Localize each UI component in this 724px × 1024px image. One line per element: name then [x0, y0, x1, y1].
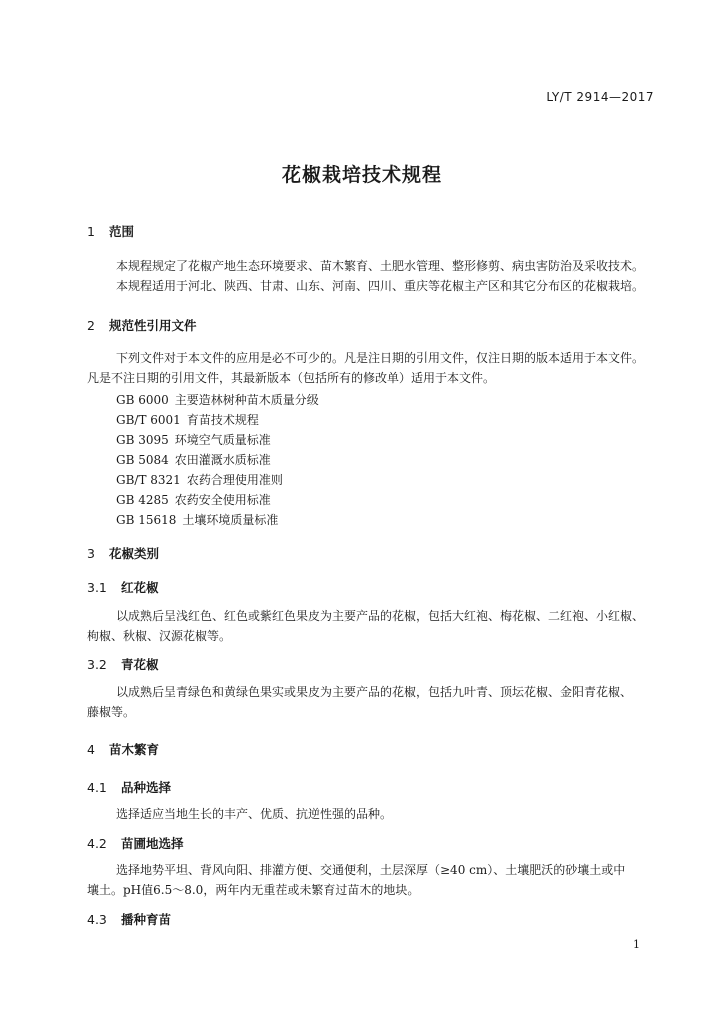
subsection-4-3-heading [87, 910, 171, 928]
reference-item [116, 511, 278, 528]
reference-code: GB/T 8321 [116, 473, 181, 487]
reference-code: GB 4285 [116, 493, 169, 507]
reference-name: 农药合理使用准则 [186, 473, 283, 487]
section-1-paragraph-1: 本规程规定了花椒产地生态环境要求、苗木繁育、土肥水管理、整形修剪、病虫害防治及采收技术。 [116, 259, 645, 273]
section-3-heading [87, 544, 159, 562]
subsection-4-2-heading [87, 834, 184, 852]
subsection-3-1-line-2: 枸椒、秋椒、汉源花椒等。 [87, 629, 232, 643]
subsection-number: 3.2 [87, 657, 107, 672]
subsection-4-2-line-2: 壤土。pH值6.5～8.0，两年内无重茬或未繁育过苗木的地块。 [87, 883, 420, 897]
subsection-title: 播种育苗 [121, 912, 172, 927]
section-title: 规范性引用文件 [109, 318, 197, 333]
subsection-number: 3.1 [87, 580, 107, 595]
subsection-4-2-line-1: 选择地势平坦、背风向阳、排灌方便、交通便利，土层深厚（≥40 cm）、土壤肥沃的砂壤土或中 [116, 863, 626, 877]
reference-item [116, 491, 271, 508]
section-number: 1 [87, 224, 95, 239]
reference-code: GB/T 6001 [116, 413, 181, 427]
reference-item [116, 411, 259, 428]
section-number: 3 [87, 546, 95, 561]
section-1-paragraph-2: 本规程适用于河北、陕西、甘肃、山东、河南、四川、重庆等花椒主产区和其它分布区的花椒栽培。 [116, 279, 645, 293]
subsection-title: 苗圃地选择 [121, 836, 184, 851]
reference-name: 农田灌溉水质标准 [174, 453, 271, 467]
section-2-heading [87, 316, 197, 334]
reference-name: 育苗技术规程 [186, 413, 259, 427]
reference-code: GB 5084 [116, 453, 169, 467]
reference-item [116, 451, 271, 468]
section-2-paragraph-line-1: 下列文件对于本文件的应用是必不可少的。凡是注日期的引用文件，仅注日期的版本适用于本文件。 [116, 351, 645, 365]
section-title: 范围 [109, 224, 135, 239]
subsection-4-1-line-1: 选择适应当地生长的丰产、优质、抗逆性强的品种。 [116, 807, 393, 821]
subsection-3-2-line-2: 藤椒等。 [87, 705, 136, 719]
section-1-heading [87, 222, 134, 240]
subsection-number: 4.3 [87, 912, 107, 927]
subsection-4-1-heading [87, 778, 171, 796]
section-number: 2 [87, 318, 95, 333]
section-title: 花椒类别 [109, 546, 160, 561]
reference-item [116, 431, 271, 448]
section-2-paragraph-line-2: 凡是不注日期的引用文件，其最新版本（包括所有的修改单）适用于本文件。 [87, 371, 496, 385]
reference-code: GB 6000 [116, 393, 169, 407]
subsection-3-2-line-1: 以成熟后呈青绿色和黄绿色果实或果皮为主要产品的花椒，包括九叶青、顶坛花椒、金阳青花椒、 [116, 685, 633, 699]
subsection-3-2-heading [87, 655, 159, 673]
reference-item [116, 391, 319, 408]
subsection-title: 红花椒 [121, 580, 159, 595]
reference-name: 土壤环境质量标准 [182, 513, 279, 527]
subsection-number: 4.2 [87, 836, 107, 851]
reference-code: GB 15618 [116, 513, 177, 527]
subsection-title: 品种选择 [121, 780, 172, 795]
reference-name: 农药安全使用标准 [174, 493, 271, 507]
document-title: 花椒栽培技术规程 [281, 164, 442, 186]
reference-name: 环境空气质量标准 [174, 433, 271, 447]
subsection-3-1-heading [87, 578, 159, 596]
reference-code: GB 3095 [116, 433, 169, 447]
section-number: 4 [87, 742, 95, 757]
reference-item [116, 471, 283, 488]
subsection-title: 青花椒 [121, 657, 159, 672]
subsection-number: 4.1 [87, 780, 107, 795]
standard-code: LY/T 2914—2017 [546, 90, 654, 104]
section-4-heading [87, 740, 159, 758]
page-number: 1 [633, 938, 640, 951]
reference-name: 主要造林树种苗木质量分级 [174, 393, 319, 407]
section-title: 苗木繁育 [109, 742, 160, 757]
subsection-3-1-line-1: 以成熟后呈浅红色、红色或紫红色果皮为主要产品的花椒，包括大红袍、梅花椒、二红袍、小红椒、 [116, 609, 645, 623]
